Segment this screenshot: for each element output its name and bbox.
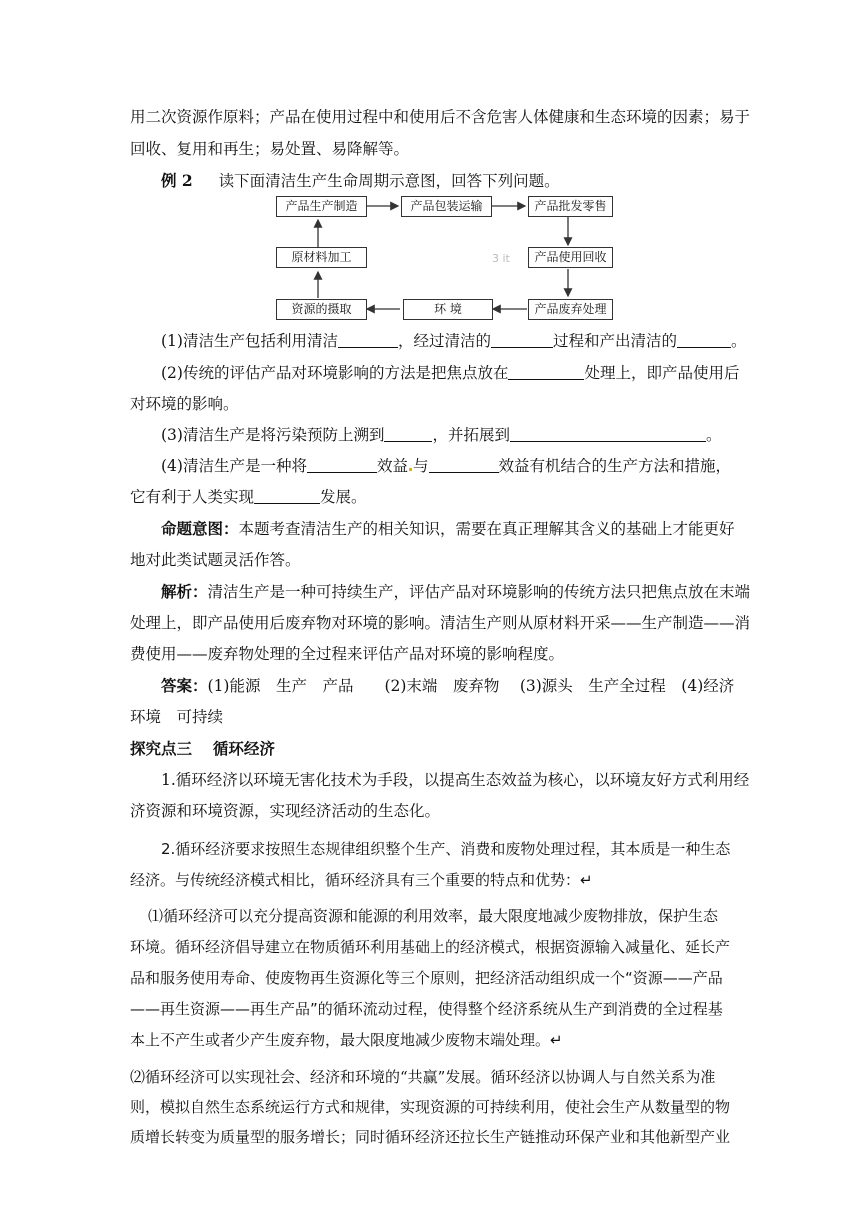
analysis-line-1 [161,580,750,604]
question-3 [161,423,722,447]
answer-line-2: 环境 可持续 [130,708,224,726]
point-3-line-3: 品和服务使用寿命、使废物再生资源化等三个原则，把经济活动组织成一个“资源——产品 [130,969,723,987]
node-raw-processing: 原材料加工 [276,247,367,268]
q1-blank-1 [338,331,398,348]
question-4 [161,454,731,478]
q1-text-a: (1)清洁生产包括利用清洁 [161,332,338,350]
q4-blank-1 [307,456,377,473]
q4-blank-2 [429,456,499,473]
q4-text-a: (4)清洁生产是一种将 [161,457,307,475]
node-waste: 产品废弃处理 [528,299,613,320]
example-label: 例 2 [161,171,193,190]
analysis-label: 解析： [161,582,208,601]
question-2 [161,361,739,385]
section-title: 探究点三 循环经济 [130,739,275,758]
intent-label: 命题意图： [161,519,239,538]
node-extraction: 资源的摄取 [276,299,367,320]
q3-blank-2 [510,425,706,442]
q1-blank-3 [677,331,731,348]
point-1-line-1: 1.循环经济以环境无害化技术为手段，以提高生态效益为核心，以环境友好方式利用经 [161,771,750,789]
faint-watermark-text: 3 it [492,252,510,265]
point-4-line-3: 质增长转变为质量型的服务增长；同时循环经济还拉长生产链推动环保产业和其他新型产业 [130,1128,731,1146]
node-wholesale: 产品批发零售 [528,196,613,217]
q3-text-b: ，并拓展到 [432,426,510,444]
intent-line-2: 地对此类试题灵活作答。 [130,551,301,569]
point-2-line-2: 经济。与传统经济模式相比，循环经济具有三个重要的特点和优势：↵ [130,871,593,889]
answer-line-1 [161,674,734,698]
q3-text-a: (3)清洁生产是将污染预防上溯到 [161,426,385,444]
node-use-recycle: 产品使用回收 [528,247,613,268]
answer-label: 答案： [161,676,208,695]
q4-text-b: 效益 [376,457,408,475]
node-packaging: 产品包装运输 [401,196,492,217]
point-3-line-4: ——再生资源——再生产品”的循环流动过程，使得整个经济系统从生产到消费的全过程基 [130,1000,723,1018]
intent-line-1 [161,517,735,541]
analysis-line-3: 费使用——废弃物处理的全过程来评估产品对环境的影响程度。 [130,645,565,663]
q2-blank-1 [508,363,584,380]
clean-production-lifecycle-diagram [270,192,620,327]
question-4-cont [130,485,367,509]
q1-text-c: 过程和产出清洁的 [552,332,677,350]
node-manufacture: 产品生产制造 [276,196,367,217]
yellow-mark [409,468,412,471]
q3-text-c: 。 [705,426,722,444]
q2-text-a: (2)传统的评估产品对环境影响的方法是把焦点放在 [161,364,509,382]
point-3-line-2: 环境。循环经济倡导建立在物质循环利用基础上的经济模式，根据资源输入减量化、延长产 [130,938,731,956]
point-1-line-2: 济资源和环境资源，实现经济活动的生态化。 [130,802,441,820]
intent-text: 本题考查清洁生产的相关知识，需要在真正理解其含义的基础上才能更好 [238,520,735,538]
answer-text: (1)能源 生产 产品 (2)末端 废弃物 (3)源头 生产全过程 (4)经济 [207,677,735,695]
q1-text-d: 。 [731,332,747,350]
question-1 [161,329,747,353]
q1-blank-2 [491,331,553,348]
q4-text-f: 发展。 [320,488,367,506]
question-2-cont: 对环境的影响。 [130,395,239,413]
intro-line-1: 用二次资源作原料；产品在使用过程中和使用后不含危害人体健康和生态环境的因素；易于 [130,108,751,126]
node-environment: 环 境 [403,299,493,320]
point-3-line-5: 本上不产生或者少产生废弃物，最大限度地减少废物末端处理。↵ [130,1031,563,1049]
q4-text-d: 效益有机结合的生产方法和措施， [498,457,732,475]
q4-text-c: 与 [412,457,429,475]
q4-text-e: 它有利于人类实现 [130,488,255,506]
point-3-line-1: ⑴循环经济可以充分提高资源和能源的利用效率，最大限度地减少废物排放，保护生态 [148,907,719,925]
q4-blank-3 [254,487,320,504]
analysis-text: 清洁生产是一种可持续生产，评估产品对环境影响的传统方法只把焦点放在末端 [207,583,751,601]
point-4-line-1: ⑵循环经济可以实现社会、经济和环境的“共赢”发展。循环经济以协调人与自然关系为准 [130,1068,716,1086]
point-4-line-2: 则，模拟自然生态系统运行方式和规律，实现资源的可持续利用，使社会生产从数量型的物 [130,1098,731,1116]
point-2-line-1: 2.循环经济要求按照生态规律组织整个生产、消费和废物处理过程，其本质是一种生态 [161,840,731,858]
q2-text-b: 处理上，即产品使用后 [584,364,740,382]
analysis-line-2: 处理上，即产品使用后废弃物对环境的影响。清洁生产则从原材料开采——生产制造——消 [130,614,751,632]
example-prompt: 读下面清洁生产生命周期示意图，回答下列问题。 [218,172,560,190]
q1-text-b: ，经过清洁的 [397,332,491,350]
example-heading [161,169,560,193]
q3-blank-1 [384,425,432,442]
intro-line-2: 回收、复用和再生；易处置、易降解等。 [130,140,410,158]
